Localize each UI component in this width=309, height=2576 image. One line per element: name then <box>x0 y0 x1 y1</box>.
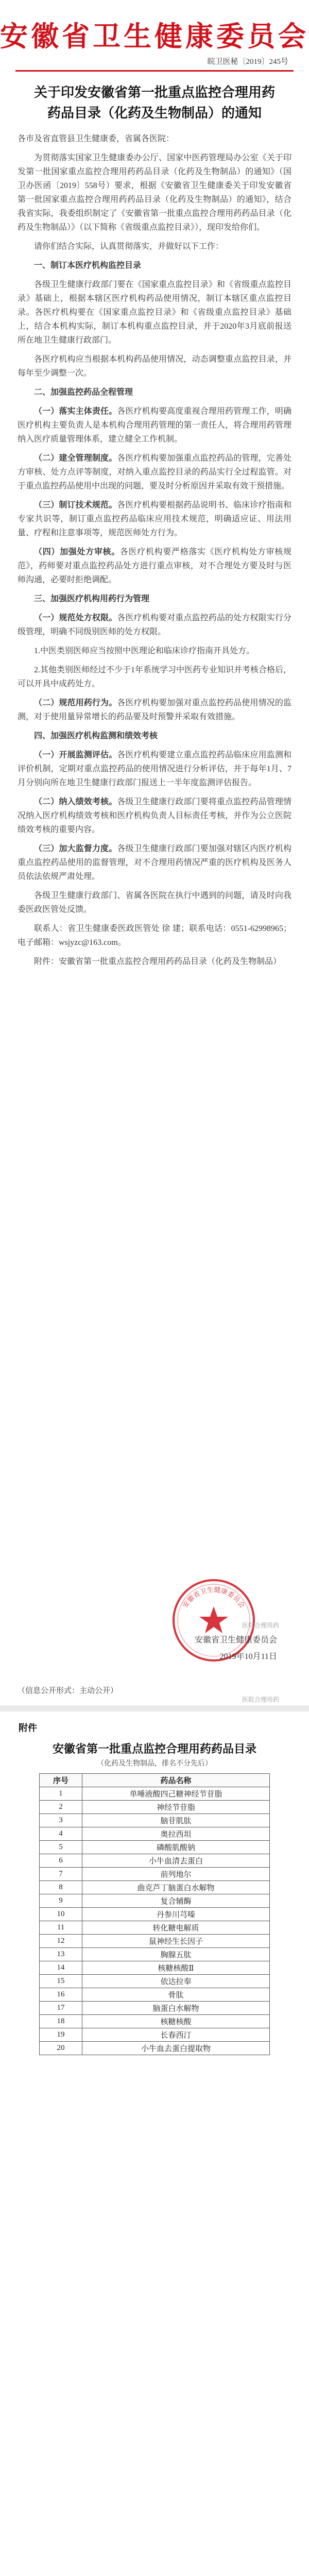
section-heading: 二、加强监控药品全程管理 <box>34 388 133 397</box>
signing-date: 2019年10月11日 <box>219 1652 277 1661</box>
paragraph-lead: （四）加强处方审核。 <box>34 548 120 556</box>
section-heading: 三、加强医疗机构用药行为管理 <box>34 595 150 603</box>
drug-name: 核糖核酸 <box>82 2015 270 2028</box>
salutation: 各市及省直管县卫生健康委，省属各医院： <box>18 134 175 143</box>
red-divider-line <box>15 70 294 72</box>
table-row <box>40 2042 270 2055</box>
body-paragraph <box>18 842 291 884</box>
body-paragraph <box>18 404 291 446</box>
row-number: 3 <box>40 1814 82 1827</box>
row-number: 8 <box>40 1881 82 1894</box>
body-paragraph: 2.其他类别医师经过不少于1年系统学习中医药专业知识并考核合格后，可以开具中成药处方。 <box>18 666 292 688</box>
drug-name: 前列地尔 <box>82 1868 270 1881</box>
drug-name: 小牛血清去蛋白 <box>82 1854 270 1868</box>
watermark: 医院合理用药 <box>242 1622 280 1629</box>
annex-title: 安徽省第一批重点监控合理用药药品目录 <box>52 1742 256 1755</box>
body-paragraph <box>18 611 291 639</box>
table-row <box>40 1894 270 1908</box>
section-heading: 一、制订本医疗机构监控目录 <box>34 261 142 270</box>
paragraph-lead: （三）制订技术规范。 <box>34 501 117 510</box>
signature-block <box>123 1633 277 1664</box>
drug-name: 依达拉奉 <box>82 1975 270 1988</box>
drug-name: 磷酸肌酸钠 <box>82 1841 270 1854</box>
drug-name: 奥拉西坦 <box>82 1827 270 1841</box>
paragraph-text: 各医疗机构要根据药品说明书、临床诊疗指南和专家共识等，制订重点监控药品临床应用技术规范，明确适应证、用法用量、疗程和注意事项等，规范医师处方行为。 <box>18 501 291 537</box>
row-number: 5 <box>40 1841 82 1854</box>
row-number: 16 <box>40 1988 82 2002</box>
drug-name: 转化糖电解质 <box>82 1921 270 1935</box>
body-paragraph <box>18 498 291 540</box>
table-row <box>40 2002 270 2015</box>
drug-list-table <box>39 1773 270 2055</box>
row-number: 17 <box>40 2002 82 2015</box>
row-number: 1 <box>40 1787 82 1801</box>
row-number: 14 <box>40 1961 82 1975</box>
seal-text: 安徽省卫生健康委员会 <box>181 1586 246 1610</box>
table-row <box>40 1868 270 1881</box>
table-row <box>40 1961 270 1975</box>
paragraph-text: 各医疗机构要加强重点监控药品的管理，完善处方审核、处方点评等制度，对纳入重点监控目录的药品实行全过程监管。对于重点监控药品使用中出现的问题，要及时分析原因并采取有效干预措施。 <box>18 454 291 490</box>
table-row <box>40 1814 270 1827</box>
drug-name: 脑蛋白水解物 <box>82 2002 270 2015</box>
row-number: 13 <box>40 1948 82 1961</box>
body-paragraph: 各医疗机构应当根据本机构药品使用情况，动态调整重点监控目录，并每年至少调整一次。 <box>18 355 291 378</box>
drug-name: 长春西汀 <box>82 2028 270 2042</box>
notice-title: 关于印发安徽省第一批重点监控合理用药药品目录（化药及生物制品）的通知 <box>33 85 275 121</box>
row-number: 9 <box>40 1894 82 1908</box>
table-row <box>40 1975 270 1988</box>
row-number: 15 <box>40 1975 82 1988</box>
paragraph-lead: （三）加大监督力度。 <box>34 844 117 853</box>
intro-paragraph: 为贯彻落实国家卫生健康委办公厅、国家中医药管理局办公室《关于印发第一批国家重点监控合理用药药品目录（化药及生物制品）的通知》（国卫办医函〔2019〕558号）要求，根据《安徽省卫生健康委关于印发安徽省第一批国家重点监控合理用药药品目录（化药及生物制品）的通知》，结合我省实际，我委组织制定了《安徽省第一批重点监控合理用药药品目录（化药及生物制品）》（以下简称《省级重点监控目录》），现印发给你们。 <box>18 154 291 232</box>
masthead <box>0 0 309 88</box>
row-number: 6 <box>40 1854 82 1868</box>
notice-body <box>18 132 291 974</box>
body-paragraph <box>18 795 291 837</box>
column-header-number: 序号 <box>40 1774 82 1787</box>
paragraph-lead: （一）落实主体责任。 <box>34 407 117 416</box>
table-row <box>40 1908 270 1921</box>
section-heading: 四、加强医疗机构监测和绩效考核 <box>34 732 158 740</box>
row-number: 19 <box>40 2028 82 2042</box>
row-number: 4 <box>40 1827 82 1841</box>
paragraph-text: 各级卫生健康行政部门要将重点监控药品管理情况纳入医疗机构绩效考核和医疗机构负责人目标责任考核，并作为公立医院绩效考核的重要内容。 <box>18 798 291 834</box>
table-row <box>40 1988 270 2002</box>
paragraph-lead: （一）规范处方权限。 <box>34 614 117 622</box>
paragraph-text: 各医疗机构要对重点监控药品的处方权限实行分级管理，明确不同级别医师的处方权限。 <box>18 614 291 636</box>
table-row <box>40 1948 270 1961</box>
body-paragraph: 1.中医类别医师应当按照中医理论和临床诊疗指南开具处方。 <box>34 647 255 655</box>
paragraph-text: 各医疗机构要加强对重点监控药品使用情况的监测，对于使用量异常增长的药品要及时预警并采取有效措施。 <box>18 699 291 721</box>
table-header-row <box>40 1774 270 1787</box>
drug-name: 小牛血去蛋白提取物 <box>82 2042 270 2055</box>
row-number: 11 <box>40 1921 82 1935</box>
section-divider <box>0 1705 309 1711</box>
table-row <box>40 1854 270 1868</box>
table-row <box>40 1841 270 1854</box>
annex-label: 附件 <box>19 1723 37 1733</box>
row-number: 20 <box>40 2042 82 2055</box>
paragraph-text: 各医疗机构要建立重点监控药品临床应用监测和评价机制，定期对重点监控药品的使用情况进行分析评估，并于每年1月、7月分别向所在地卫生健康行政部门报送上一半年度监测评估报告。 <box>18 751 291 787</box>
intro-paragraph: 请你们结合实际，认真贯彻落实，并做好以下工作： <box>34 242 224 251</box>
table-row <box>40 2028 270 2042</box>
table-row <box>40 1935 270 1948</box>
drug-name: 胸腺五肽 <box>82 1948 270 1961</box>
table-row <box>40 1801 270 1814</box>
drug-name: 丹参川芎嗪 <box>82 1908 270 1921</box>
body-paragraph <box>18 748 291 790</box>
paragraph-lead: （二）建全管理制度。 <box>34 454 117 463</box>
publicity-note: （信息公开形式：主动公开） <box>18 1687 118 1695</box>
table-row <box>40 1881 270 1894</box>
table-row <box>40 1921 270 1935</box>
body-paragraph <box>18 696 291 724</box>
closing-paragraph: 各级卫生健康行政部门、省属各医院在执行中遇到的问题，请及时向我委医政医管处反馈。 <box>18 891 291 914</box>
row-number: 2 <box>40 1801 82 1814</box>
drug-name: 脑苷肌肽 <box>82 1814 270 1827</box>
paragraph-lead: （二）规范用药行为。 <box>34 699 117 707</box>
row-number: 12 <box>40 1935 82 1948</box>
watermark: 医院合理用药 <box>242 1696 280 1703</box>
table-row <box>40 1827 270 1841</box>
body-paragraph <box>18 451 291 493</box>
org-masthead-title: 安徽省卫生健康委员会 <box>0 21 309 52</box>
svg-text:安徽省卫生健康委员会 <box>181 1586 246 1609</box>
drug-name: 核糖核酸Ⅱ <box>82 1961 270 1975</box>
table-row <box>40 2015 270 2028</box>
document-number: 皖卫医秘〔2019〕245号 <box>207 58 288 66</box>
paragraph-lead: （二）纳入绩效考核。 <box>34 798 117 806</box>
drug-name: 神经节苷脂 <box>82 1801 270 1814</box>
paragraph-lead: （一）开展监测评估。 <box>34 751 117 759</box>
paragraph-text: 各级卫生健康行政部门要加强对辖区内医疗机构重点监控药品使用的监督管理，对不合理用药情况严重的医疗机构及医务人员依法依规严肃处理。 <box>18 844 291 881</box>
table-row <box>40 1787 270 1801</box>
signing-organization: 安徽省卫生健康委员会 <box>194 1636 277 1645</box>
column-header-drug-name: 药品名称 <box>82 1774 270 1787</box>
drug-name: 鼠神经生长因子 <box>82 1935 270 1948</box>
drug-name: 复合辅酶 <box>82 1894 270 1908</box>
row-number: 18 <box>40 2015 82 2028</box>
body-paragraph <box>18 545 291 587</box>
paragraph-text: 各医疗机构要高度重视合理用药管理工作，明确医疗机构主要负责人是本机构合理用药管理的第一责任人，将合理用药管理纳入医疗质量管理体系，建立健全工作机制。 <box>18 407 291 444</box>
paragraph-text: 各医疗机构要严格落实《医疗机构处方审核规范》，药师要对重点监控药品处方进行重点审核，对不合理处方要及时与医师沟通，必要时拒绝调配。 <box>18 548 291 584</box>
row-number: 7 <box>40 1868 82 1881</box>
row-number: 10 <box>40 1908 82 1921</box>
drug-name: 骨肽 <box>82 1988 270 2002</box>
annex-subtitle: （化药及生物制品，排名不分先后） <box>97 1760 212 1768</box>
contact-paragraph: 联系人：省卫生健康委医政医管处 徐 建；联系电话：0551-62998965；电子邮箱：wsjyzc@163.com。 <box>18 924 291 947</box>
body-paragraph: 各级卫生健康行政部门要在《国家重点监控目录》和《省级重点监控目录》基础上，根据本辖区医疗机构药品使用情况，制订本辖区重点监控目录。各医疗机构要在《国家重点监控目录》和《省级重点监控目录》基础上，结合本机构实际，制订本机构重点监控目录，并于2020年3月底前报送所在地卫生健康行政部门。 <box>18 280 291 345</box>
drug-name: 曲克芦丁脑蛋白水解物 <box>82 1881 270 1894</box>
attachment-line: 附件：安徽省第一批重点监控合理用药药品目录（化药及生物制品） <box>34 957 282 966</box>
drug-name: 单唾液酸四己糖神经节苷脂 <box>82 1787 270 1801</box>
